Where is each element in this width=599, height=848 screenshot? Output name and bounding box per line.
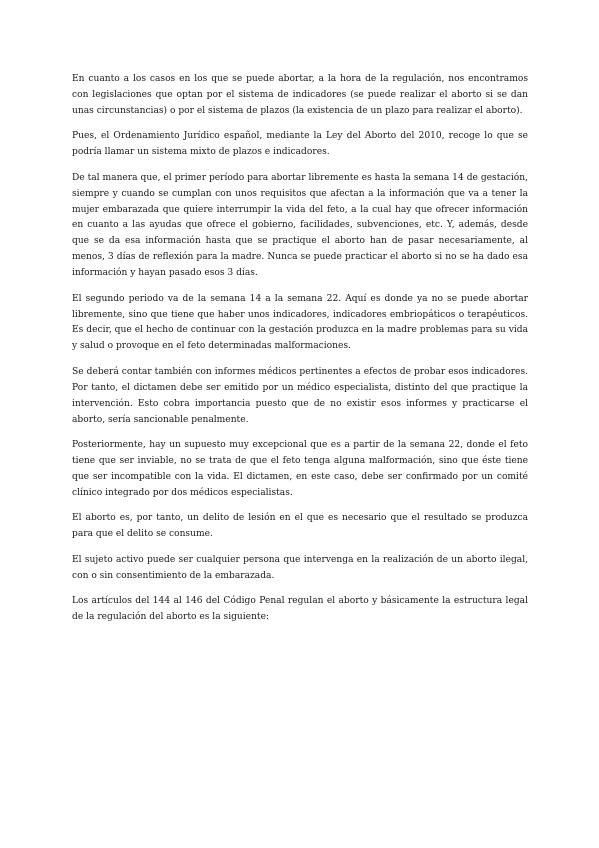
paragraph-5: Se deberá contar también con informes médicos pertinentes a efectos de probar esos indicadores. Por tanto, el dictamen debe ser emitido por un médico especialista, distinto del que practique la intervención. Esto cobra importancia puesto que de no existir esos informes y practicarse el aborto, sería sancionable penalmente.: [72, 366, 528, 425]
document-body: [72, 72, 528, 636]
paragraph-4: El segundo periodo va de la semana 14 a la semana 22. Aquí es donde ya no se puede abortar libremente, sino que tiene que haber unos indicadores, indicadores embriopáticos o terapéuticos. Es decir, que el hecho de continuar con la gestación produzca en la madre problemas para su vida y salud o provoque en el feto determinadas malformaciones.: [72, 293, 528, 352]
paragraph-1: En cuanto a los casos en los que se puede abortar, a la hora de la regulación, nos encontramos con legislaciones que optan por el sistema de indicadores (se puede realizar el aborto si se dan unas circunstancias) o por el sistema de plazos (la existencia de un plazo para realizar el aborto).: [72, 74, 528, 116]
paragraph-7: El aborto es, por tanto, un delito de lesión en el que es necesario que el resultado se produzca para que el delito se consume.: [72, 513, 528, 540]
paragraph-9: Los artículos del 144 al 146 del Código Penal regulan el aborto y básicamente la estructura legal de la regulación del aborto es la siguiente:: [72, 596, 528, 623]
paragraph-2: Pues, el Ordenamiento Jurídico español, mediante la Ley del Aborto del 2010, recoge lo que se podría llamar un sistema mixto de plazos e indicadores.: [72, 131, 528, 158]
paragraph-6: Posteriormente, hay un supuesto muy excepcional que es a partir de la semana 22, donde el feto tiene que ser inviable, no se trata de que el feto tenga alguna malformación, sino que éste tiene que ser incompatible con la vida. El dictamen, en este caso, debe ser confirmado por un comité clínico integrado por dos médicos especialistas.: [72, 440, 528, 498]
paragraph-3: De tal manera que, el primer período para abortar libremente es hasta la semana 14 de gestación, siempre y cuando se cumplan con unos requisitos que afectan a la información que va a tener la mujer embarazada que quiere interrumpir la vida del feto, a la cual hay que ofrecer información en cuanto a las ayudas que ofrece el gobierno, facilidades, subvenciones, etc. Y, además, desde que se da esa información hasta que se practique el aborto han de pasar necesariamente, al menos, 3 días de reflexión para la madre. Nunca se puede practicar el aborto si no se ha dado esa información y hayan pasado esos 3 días.: [72, 172, 528, 279]
paragraph-8: El sujeto activo puede ser cualquier persona que intervenga en la realización de un aborto ilegal, con o sin consentimiento de la embarazada.: [72, 554, 528, 581]
